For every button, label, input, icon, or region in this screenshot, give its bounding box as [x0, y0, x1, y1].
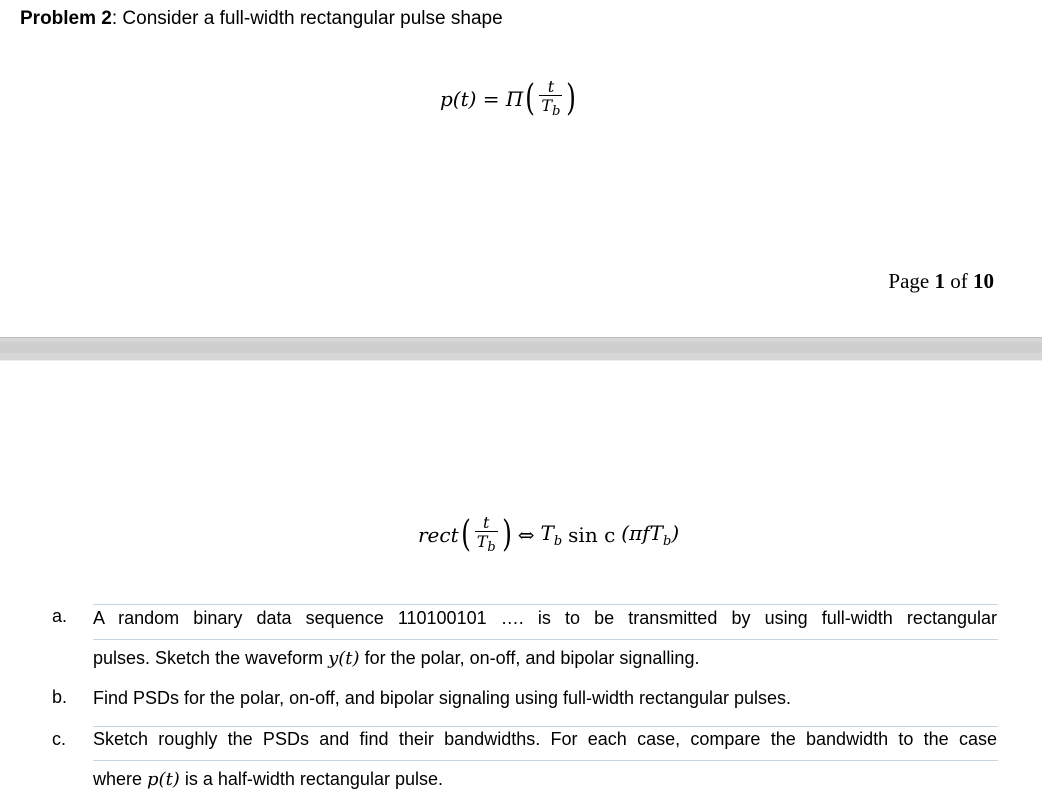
item-a-line1: A random binary data sequence 110100101 …. is to be transmitted by using full-width rectangular — [93, 608, 997, 628]
eq2-right-paren: ) — [501, 514, 512, 555]
list-item-b — [52, 687, 998, 713]
rect-sinc-fourier-pair — [418, 509, 679, 561]
eq1-lhs: p(t) = Π — [440, 87, 524, 111]
pulse-shape-equation — [440, 74, 578, 124]
eq2-argument: (πfT$_b$) — [621, 521, 680, 549]
eq1-left-paren: ( — [525, 78, 536, 119]
eq2-lhs: rect — [418, 523, 459, 547]
list-marker: b. — [52, 687, 68, 707]
eq2-sinc: sin c — [568, 523, 616, 547]
page-break-divider — [0, 337, 1042, 361]
list-marker: c. — [52, 729, 67, 749]
eq2-denominator: $T_b$ — [476, 531, 496, 556]
item-a-line2: pulses. Sketch the waveform y(t) for the polar, on-off, and bipolar signalling. — [93, 648, 700, 669]
eq1-fraction — [539, 76, 562, 120]
page-number: Page 1 of 10 — [888, 269, 994, 293]
item-c-line1: Sketch roughly the PSDs and find their bandwidths. For each case, compare the bandwidth to the case — [93, 729, 997, 749]
item-c-line2: where p(t) is a half-width rectangular pulse. — [93, 769, 443, 790]
problem-text: : Consider a full-width rectangular pulse shape — [111, 8, 503, 29]
eq1-denominator: $T_b$ — [541, 95, 561, 120]
eq2-left-paren: ( — [460, 514, 471, 555]
eq2-numerator: t — [482, 512, 490, 532]
list-marker: a. — [52, 606, 68, 626]
eq2-fraction — [475, 512, 498, 556]
problem-heading — [20, 6, 503, 32]
item-b-line1: Find PSDs for the polar, on-off, and bipolar signaling using full-width rectangular pulses. — [93, 688, 792, 708]
list-item-a — [52, 606, 998, 676]
math-p-of-t: p(t) — [147, 769, 180, 790]
eq1-right-paren: ) — [566, 78, 577, 119]
problem-label: Problem 2 — [20, 8, 112, 29]
list-item-c — [52, 729, 998, 795]
math-y-of-t: y(t) — [328, 648, 360, 669]
eq2-rhs-T: $T_b$ — [540, 521, 563, 549]
eq1-numerator: t — [547, 76, 555, 96]
eq2-arrow: ⇔ — [517, 523, 535, 547]
